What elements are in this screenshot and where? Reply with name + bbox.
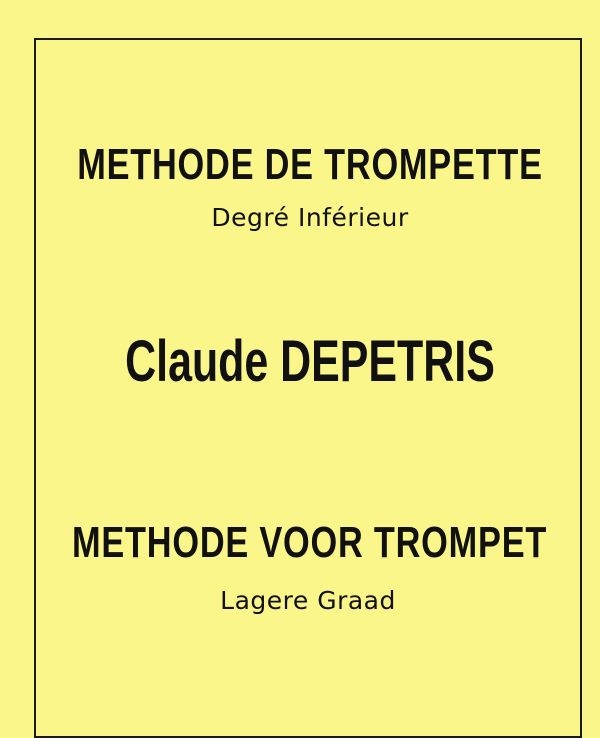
- author-name: Claude DEPETRIS: [125, 329, 495, 394]
- subtitle-french: Degré Inférieur: [211, 203, 409, 232]
- title-dutch: METHODE VOOR TROMPET: [72, 518, 548, 567]
- title-french: METHODE DE TROMPETTE: [77, 140, 543, 189]
- subtitle-dutch: Lagere Graad: [220, 586, 396, 615]
